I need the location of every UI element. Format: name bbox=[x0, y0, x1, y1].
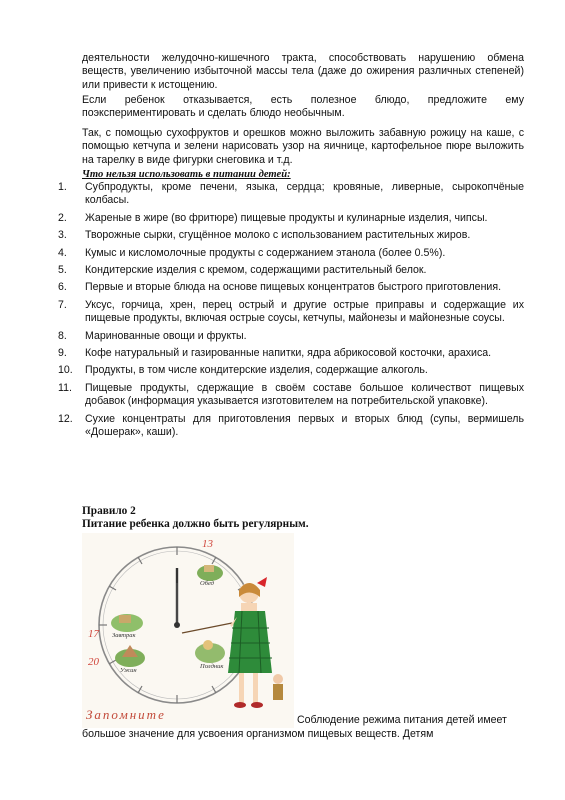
svg-text:Обед: Обед bbox=[200, 580, 214, 587]
list-item: 10. Продукты, в том числе кондитерские изделия, содержащие алкоголь. bbox=[58, 364, 428, 377]
rule-title: Правило 2 bbox=[82, 505, 136, 517]
list-item: 3. Творожные сырки, сгущённое молоко с использованием растительных жиров. bbox=[58, 229, 471, 242]
list-item: 7. Уксус, горчица, хрен, перец острый и другие острые приправы и содержащие их пищевые продукты, включая острые соусы, кетчупы, майонезы и майонезные соусы. bbox=[58, 298, 524, 325]
refusal-paragraph: Если ребенок отказывается, есть полезное блюдо, предложите ему поэкспериментировать и сделать блюдо необычным. bbox=[82, 94, 524, 120]
svg-text:Завтрак: Завтрак bbox=[112, 632, 136, 639]
svg-text:Ужин: Ужин bbox=[120, 667, 137, 674]
list-item: 12. Сухие концентраты для приготовления первых и вторых блюд (супы, вермишель «Дошерак», каши). bbox=[58, 412, 524, 439]
rule-subtitle: Питание ребенка должно быть регулярным. bbox=[82, 518, 309, 530]
list-item: 11. Пищевые продукты, сдержащие в своём составе большое количествот пищевых добавок (информация указывается изготовителем на потребительской упаковке). bbox=[58, 381, 524, 408]
list-item: 5. Кондитерские изделия с кремом, содержащими растительный белок. bbox=[58, 264, 427, 277]
intro-paragraph: деятельности желудочно-кишечного тракта, способствовать нарушению обмена веществ, увеличению избыточной массы тела (даже до ожирения различных степеней) или привести к истощению. bbox=[82, 52, 524, 91]
closing-text: большое значение для усвоения организмом пищевых веществ. Детям bbox=[82, 728, 434, 740]
clock-number-20: 20 bbox=[88, 656, 99, 668]
list-item: 2. Жареные в жире (во фритюре) пищевые продукты и кулинарные изделия, чипсы. bbox=[58, 211, 488, 224]
list-item: 4. Кумыс и кисломолочные продукты с содержанием этанола (более 0.5%). bbox=[58, 246, 446, 259]
illustration-caption: Запомните bbox=[86, 707, 166, 722]
closing-first-line: Соблюдение режима питания детей имеет bbox=[297, 714, 507, 726]
forbidden-list bbox=[58, 181, 524, 444]
meal-schedule-illustration bbox=[82, 533, 294, 728]
clock-number-17: 17 bbox=[88, 628, 99, 640]
forbidden-heading: Что нельзя использовать в питании детей: bbox=[82, 169, 291, 180]
list-item: 6. Первые и вторые блюда на основе пищевых концентратов быстрого приготовления. bbox=[58, 281, 502, 294]
example-paragraph: Так, с помощью сухофруктов и орешков можно выложить забавную рожицу на каше, с помощью кетчупа и зелени нарисовать узор на яичнице, картофельное пюре выложить на тарелку в виде фигурки снеговика и т.д. bbox=[82, 127, 524, 166]
svg-text:Полдник: Полдник bbox=[200, 663, 224, 670]
list-item: 8. Маринованные овощи и фрукты. bbox=[58, 329, 247, 342]
list-item: 9. Кофе натуральный и газированные напитки, ядра абрикосовой косточки, арахиса. bbox=[58, 347, 492, 360]
list-item: 1. Субпродукты, кроме печени, языка, сердца; кровяные, ливерные, сырокопчёные колбасы. bbox=[58, 181, 524, 207]
clock-number-13: 13 bbox=[202, 538, 213, 550]
